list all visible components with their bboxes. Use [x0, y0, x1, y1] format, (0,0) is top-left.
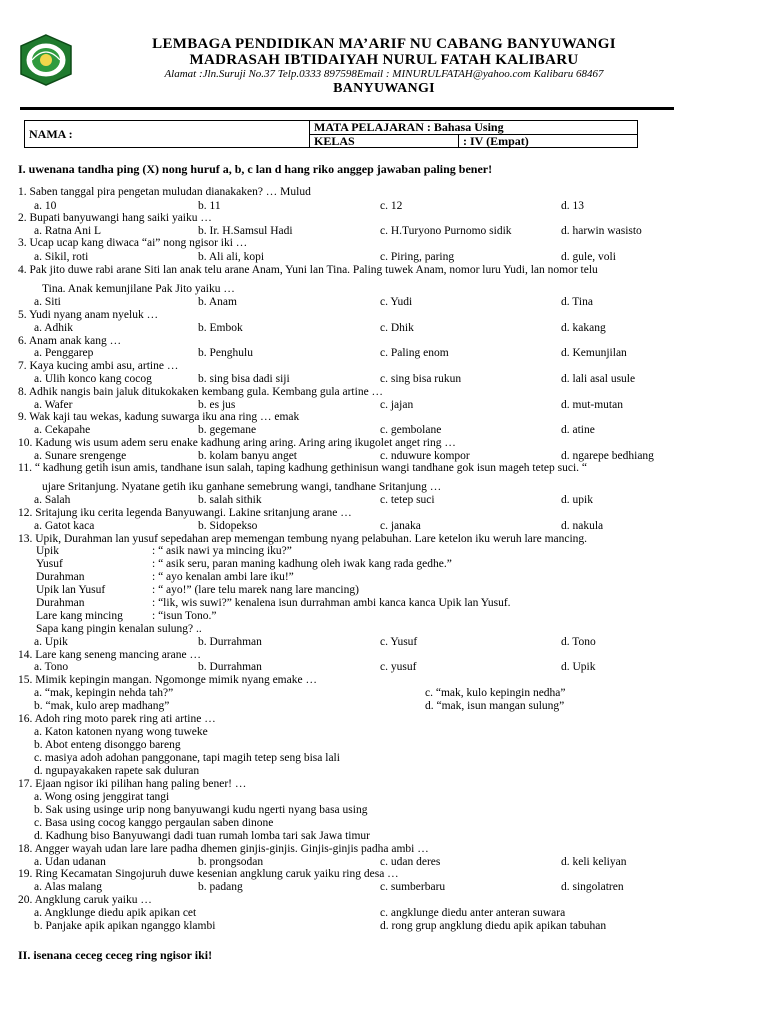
- answer-option-d[interactable]: d. upik: [561, 494, 593, 506]
- question-text: 10. Kadung wis usum adem seru enake kadhung aring aring. Aring aring ikugolet anget ring …: [18, 437, 456, 449]
- answer-option[interactable]: a. “mak, kepingin nehda tah?”: [34, 687, 174, 699]
- answer-option-c[interactable]: c. Piring, paring: [380, 251, 455, 263]
- answer-option-b[interactable]: b. Penghulu: [198, 347, 253, 359]
- answer-option-d[interactable]: d. harwin wasisto: [561, 225, 642, 237]
- answer-option[interactable]: c. angklunge diedu anter anteran suwara: [380, 907, 566, 919]
- question-text: d. ngupayakaken rapete sak duluran: [34, 765, 200, 777]
- question-text: 12. Sritajung iku cerita legenda Banyuwangi. Lakine sritanjung arane …: [18, 507, 352, 519]
- dialogue-line: : “ asik nawi ya mincing iku?”: [152, 545, 292, 557]
- answer-option-b[interactable]: b. es jus: [198, 399, 236, 411]
- question-text: 5. Yudi nyang anam nyeluk …: [18, 309, 159, 321]
- answer-option-c[interactable]: c. tetep suci: [380, 494, 435, 506]
- subject-label: MATA PELAJARAN : Bahasa Using: [310, 121, 638, 135]
- dialogue-speaker: Durahman: [36, 571, 85, 583]
- answer-option-a[interactable]: a. Tono: [34, 661, 69, 673]
- dialogue-speaker: Upik: [36, 545, 59, 557]
- answer-option-a[interactable]: a. Wafer: [34, 399, 73, 411]
- question-text: ujare Sritanjung. Nyatane getih iku ganhane semebrung wangi, tandhane Sritanjung …: [42, 481, 442, 493]
- city-name: BANYUWANGI: [333, 81, 435, 96]
- answer-option-a[interactable]: a. Cekapahe: [34, 424, 91, 436]
- question-text: 18. Angger wayah udan lare lare padha dhemen ginjis-ginjis. Ginjis-ginjis padha ambi …: [18, 843, 429, 855]
- institution-name: LEMBAGA PENDIDIKAN MA’ARIF NU CABANG BANYUWANGI: [152, 36, 616, 52]
- answer-option-a[interactable]: a. Gatot kaca: [34, 520, 95, 532]
- dialogue-line: : “ ayo kenalan ambi lare iku!”: [152, 571, 294, 583]
- question-text: Sapa kang pingin kenalan sulung? ..: [36, 623, 202, 635]
- answer-option-c[interactable]: c. sing bisa rukun: [380, 373, 462, 385]
- dialogue-speaker: Yusuf: [36, 558, 63, 570]
- answer-option[interactable]: c. “mak, kulo kepingin nedha”: [425, 687, 566, 699]
- answer-option-b[interactable]: b. Ali ali, kopi: [198, 251, 265, 263]
- answer-option-d[interactable]: d. Tono: [561, 636, 596, 648]
- answer-option-d[interactable]: d. mut-mutan: [561, 399, 623, 411]
- answer-option-b[interactable]: b. Anam: [198, 296, 237, 308]
- dialogue-line: : “lik, wis suwi?” kenalena isun durrahman ambi kanca kanca Upik lan Yusuf.: [152, 597, 511, 609]
- question-text: 3. Ucap ucap kang diwaca “ai” nong ngisor iki …: [18, 237, 248, 249]
- answer-option-a[interactable]: a. Penggarep: [34, 347, 94, 359]
- dialogue-line: : “isun Tono.”: [152, 610, 217, 622]
- dialogue-line: : “ asik seru, paran maning kadhung oleh iwak kang rada gedhe.”: [152, 558, 452, 570]
- student-info-table: [24, 120, 638, 148]
- answer-option-a[interactable]: a. Sikil, roti: [34, 251, 89, 263]
- answer-option-d[interactable]: d. nakula: [561, 520, 604, 532]
- question-text: 11. “ kadhung getih isun amis, tandhane isun salah, taping kadhung gethinisun wangi tandhane gok isun mageh tetep suci. “: [18, 462, 588, 474]
- answer-option-c[interactable]: c. yusuf: [380, 661, 417, 673]
- answer-option-d[interactable]: d. singolatren: [561, 881, 624, 893]
- answer-option-c[interactable]: c. udan deres: [380, 856, 441, 868]
- question-text: c. Basa using cocog kanggo pergaulan saben dinone: [34, 817, 274, 829]
- question-text: 2. Bupati banyuwangi hang saiki yaiku …: [18, 212, 212, 224]
- question-text: 14. Lare kang seneng mancing arane …: [18, 649, 201, 661]
- answer-option-d[interactable]: d. gule, voli: [561, 251, 616, 263]
- question-text: 16. Adoh ring moto parek ring ati artine …: [18, 713, 216, 725]
- answer-option-a[interactable]: a. Udan udanan: [34, 856, 106, 868]
- answer-option-a[interactable]: a. Adhik: [34, 322, 73, 334]
- answer-option-b[interactable]: b. Embok: [198, 322, 243, 334]
- section-2-instruction: II. isenana ceceg ceceg ring ngisor iki!: [18, 948, 213, 962]
- answer-option[interactable]: d. “mak, isun mangan sulung”: [425, 700, 565, 712]
- header-divider: [20, 107, 674, 110]
- answer-option-b[interactable]: b. gegemane: [198, 424, 257, 436]
- answer-option-c[interactable]: c. Yusuf: [380, 636, 418, 648]
- question-text: a. Wong osing jenggirat tangi: [34, 791, 170, 803]
- answer-option-c[interactable]: c. H.Turyono Purnomo sidik: [380, 225, 512, 237]
- answer-option-a[interactable]: a. Upik: [34, 636, 68, 648]
- answer-option-b[interactable]: b. Durrahman: [198, 636, 262, 648]
- answer-option-a[interactable]: a. Sunare srengenge: [34, 450, 127, 462]
- question-text: 15. Mimik kepingin mangan. Ngomonge mimik nyang emake …: [18, 674, 317, 686]
- answer-option[interactable]: b. “mak, kulo arep madhang”: [34, 700, 170, 712]
- question-text: 7. Kaya kucing ambi asu, artine …: [18, 360, 179, 372]
- answer-option-b[interactable]: b. Ir. H.Samsul Hadi: [198, 225, 293, 237]
- answer-option-d[interactable]: d. Kemunjilan: [561, 347, 627, 359]
- answer-option-d[interactable]: d. lali asal usule: [561, 373, 636, 385]
- answer-option-a[interactable]: a. Siti: [34, 296, 61, 308]
- answer-option-a[interactable]: a. 10: [34, 200, 57, 212]
- dialogue-speaker: Upik lan Yusuf: [36, 584, 106, 596]
- answer-option-a[interactable]: a. Alas malang: [34, 881, 103, 893]
- class-value: : IV (Empat): [459, 134, 638, 148]
- school-name: MADRASAH IBTIDAIYAH NURUL FATAH KALIBARU: [189, 52, 579, 68]
- school-address: Alamat :Jln.Suruji No.37 Telp.0333 897598Email : MINURULFATAH@yahoo.com Kalibaru 68467: [164, 68, 604, 80]
- answer-option-d[interactable]: d. keli keliyan: [561, 856, 627, 868]
- answer-option-d[interactable]: d. Tina: [561, 296, 593, 308]
- answer-option-c[interactable]: c. sumberbaru: [380, 881, 446, 893]
- dialogue-line: : “ ayo!” (lare telu marek nang lare mancing): [152, 584, 359, 596]
- answer-option-b[interactable]: b. Sidopekso: [198, 520, 258, 532]
- question-text: b. Abot enteng disonggo bareng: [34, 739, 181, 751]
- answer-option-c[interactable]: c. jajan: [380, 399, 414, 411]
- answer-option[interactable]: b. Panjake apik apikan nganggo klambi: [34, 920, 216, 932]
- answer-option-b[interactable]: b. salah sithik: [198, 494, 262, 506]
- dialogue-speaker: Lare kang mincing: [36, 610, 123, 622]
- question-text: 1. Saben tanggal pira pengetan muludan dianakaken? … Mulud: [18, 186, 311, 198]
- answer-option-b[interactable]: b. kolam banyu anget: [198, 450, 298, 462]
- answer-option-b[interactable]: b. prongsodan: [198, 856, 264, 868]
- answer-option-a[interactable]: a. Ulih konco kang cocog: [34, 373, 152, 385]
- answer-option-b[interactable]: b. padang: [198, 881, 243, 893]
- answer-option-d[interactable]: d. atine: [561, 424, 595, 436]
- question-text: 20. Angklung caruk yaiku …: [18, 894, 152, 906]
- answer-option-c[interactable]: c. Dhik: [380, 322, 414, 334]
- answer-option-b[interactable]: b. sing bisa dadi siji: [198, 373, 290, 385]
- answer-option-b[interactable]: b. Durrahman: [198, 661, 262, 673]
- answer-option-d[interactable]: d. ngarepe bedhiang: [561, 450, 654, 462]
- answer-option-d[interactable]: d. kakang: [561, 322, 606, 334]
- question-text: 4. Pak jito duwe rabi arane Siti lan anak telu arane Anam, Yuni lan Tina. Paling tuwek Anam, nomor luru Yudi, lan nomor telu: [18, 264, 598, 276]
- answer-option[interactable]: d. rong grup angklung diedu apik apikan tabuhan: [380, 920, 607, 932]
- question-text: b. Sak using usinge urip nong banyuwangi kudu ngerti nyang basa using: [34, 804, 368, 816]
- name-field[interactable]: NAMA :: [25, 121, 310, 148]
- question-text: a. Katon katonen nyang wong tuweke: [34, 726, 208, 738]
- section-1-instruction: I. uwenana tandha ping (X) nong huruf a, b, c lan d hang riko anggep jawaban paling bener!: [18, 162, 493, 176]
- question-text: 6. Anam anak kang …: [18, 335, 122, 347]
- answer-option-c[interactable]: c. gembolane: [380, 424, 442, 436]
- answer-option-d[interactable]: d. 13: [561, 200, 584, 212]
- question-text: 9. Wak kaji tau wekas, kadung suwarga iku ana ring … emak: [18, 411, 300, 423]
- question-text: Tina. Anak kemunjilane Pak Jito yaiku …: [42, 283, 235, 295]
- answer-option-d[interactable]: d. Upik: [561, 661, 596, 673]
- answer-option-c[interactable]: c. 12: [380, 200, 403, 212]
- question-text: 19. Ring Kecamatan Singojuruh duwe kesenian angklung caruk yaiku ring desa …: [18, 868, 399, 880]
- question-text: 8. Adhik nangis bain jaluk ditukokaken kembang gula. Kembang gula artine …: [18, 386, 384, 398]
- question-text: d. Kadhung biso Banyuwangi dadi tuan rumah lomba tari sak Jawa timur: [34, 830, 370, 842]
- answer-option-c[interactable]: c. nduwure kompor: [380, 450, 470, 462]
- question-text: 13. Upik, Durahman lan yusuf sepedahan arep memengan tembung nyang pelabuhan. Lare ketelon iku weruh lare mancing.: [18, 533, 588, 545]
- answer-option-c[interactable]: c. Paling enom: [380, 347, 449, 359]
- dialogue-speaker: Durahman: [36, 597, 85, 609]
- question-text: c. masiya adoh adohan panggonane, tapi magih tetep seng bisa lali: [34, 752, 340, 764]
- class-label: KELAS: [310, 134, 459, 148]
- question-text: 17. Ejaan ngisor iki pilihan hang paling bener! …: [18, 778, 247, 790]
- answer-option-c[interactable]: c. janaka: [380, 520, 421, 532]
- answer-option-c[interactable]: c. Yudi: [380, 296, 413, 308]
- answer-option-a[interactable]: a. Salah: [34, 494, 71, 506]
- answer-option-a[interactable]: a. Ratna Ani L: [34, 225, 102, 237]
- answer-option[interactable]: a. Angklunge diedu apik apikan cet: [34, 907, 197, 919]
- answer-option-b[interactable]: b. 11: [198, 200, 221, 212]
